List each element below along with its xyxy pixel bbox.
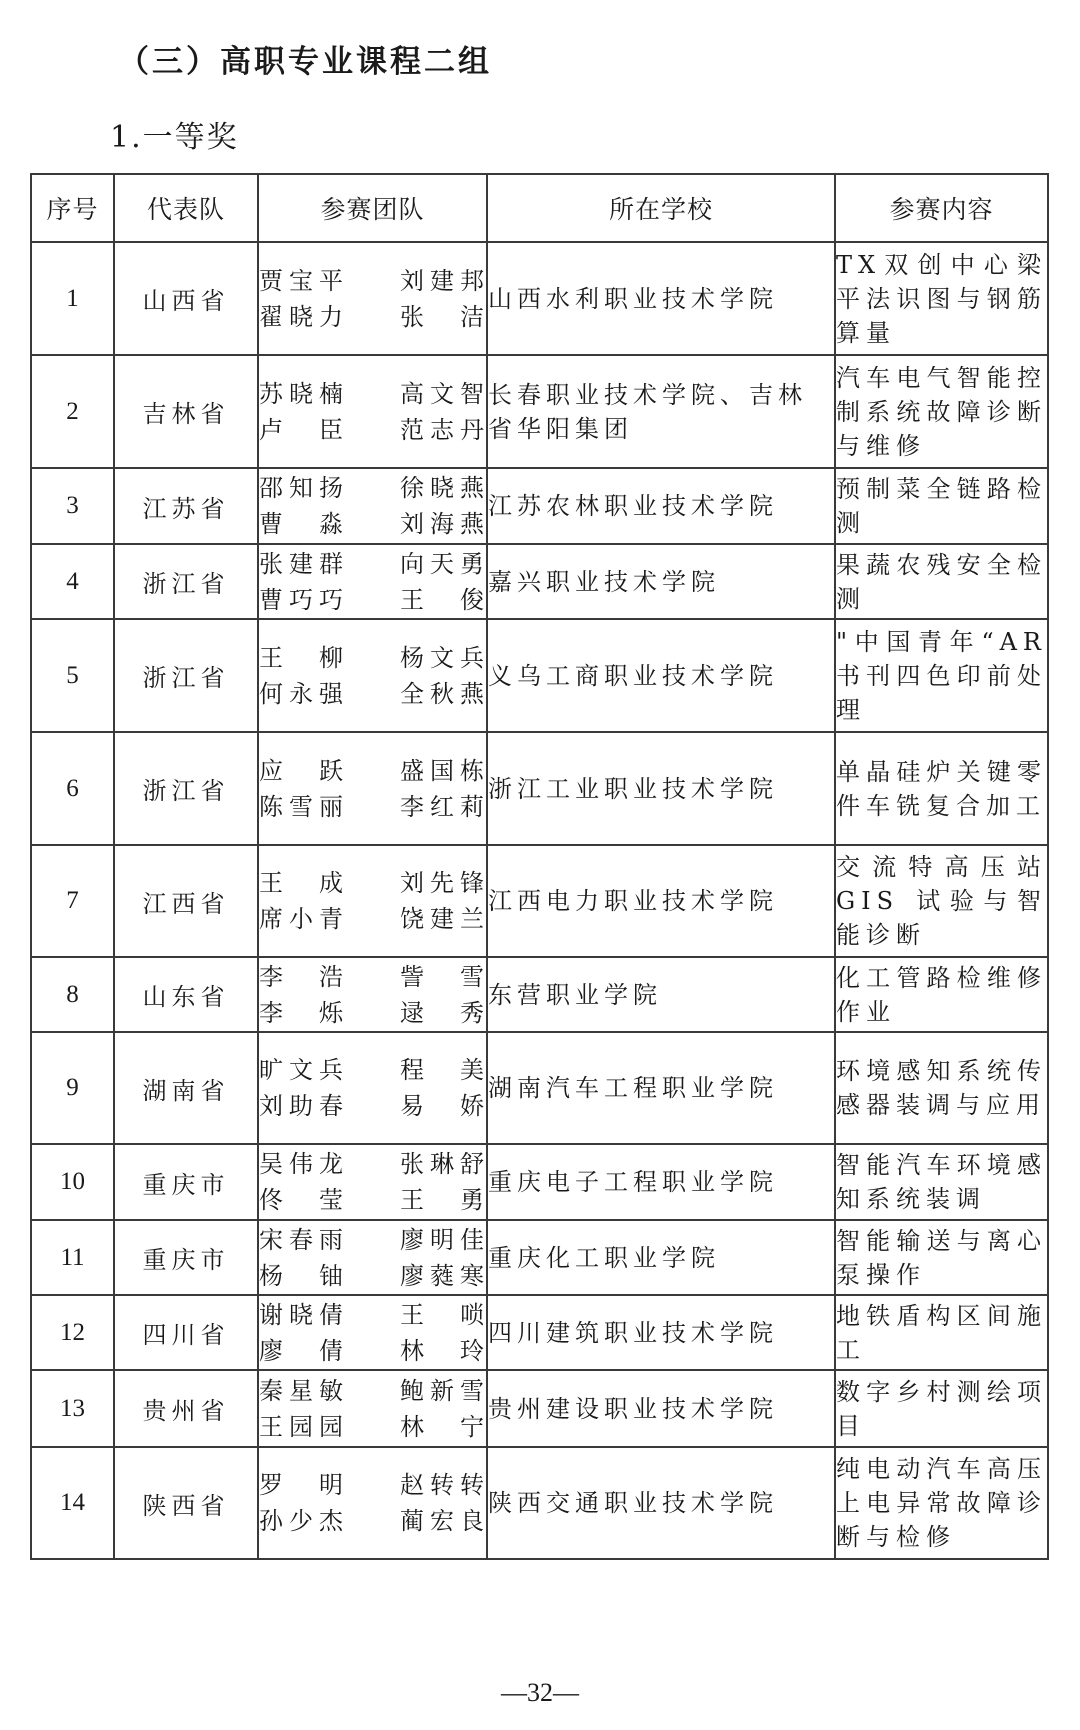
table-row [31,732,1048,845]
serial-number-cell: 9 [31,1032,114,1144]
team-line [259,506,486,542]
team-members-cell [258,1295,487,1370]
header-delegation: 代表队 [114,174,258,242]
delegation-cell: 浙江省 [114,619,258,732]
delegation-cell: 吉林省 [114,355,258,468]
team-line [259,959,486,995]
serial-number-cell: 1 [31,242,114,355]
team-members-cell [258,1144,487,1220]
table-header-row [31,174,1048,242]
team-line [259,1182,486,1218]
team-member-name: 王 成 [259,869,345,897]
team-member-name: 饶建兰 [400,905,486,933]
team-line [259,546,486,582]
team-members-cell [258,544,487,619]
team-member-name: 逯 秀 [400,998,486,1027]
team-member-name: 徐晓燕 [400,474,486,502]
team-members-cell [258,845,487,957]
team-member-name: 杨 铀 [259,1261,345,1290]
team-member-name: 廖蕤寒 [400,1261,486,1290]
serial-number-cell: 12 [31,1295,114,1370]
delegation-cell: 四川省 [114,1295,258,1370]
serial-number-cell: 13 [31,1370,114,1447]
team-members-cell [258,1220,487,1295]
team-member-name: 席小青 [259,905,345,933]
team-member-name: 蔺宏良 [400,1507,486,1535]
team-line [259,1258,486,1294]
serial-number-cell: 4 [31,544,114,619]
delegation-cell: 浙江省 [114,732,258,845]
serial-number-cell: 14 [31,1447,114,1559]
team-member-name: 何永强 [259,679,345,708]
school-cell: 江苏农林职业技术学院 [487,468,835,544]
team-member-name: 刘先锋 [400,869,486,897]
table-row [31,242,1048,355]
delegation-cell: 江苏省 [114,468,258,544]
team-member-name: 鲍新雪 [400,1376,486,1405]
team-member-name: 程 美 [400,1056,486,1084]
team-members-cell [258,242,487,355]
team-member-name: 易 娇 [400,1092,486,1120]
team-line [259,1373,486,1409]
competition-content-cell: 环境感知系统传感器装调与应用 [835,1032,1048,1144]
competition-content-cell: 果蔬农残安全检测 [835,544,1048,619]
table-row [31,845,1048,957]
team-member-name: 张 洁 [400,302,486,331]
team-line [259,1297,486,1333]
team-members-cell [258,619,487,732]
team-members-cell [258,355,487,468]
team-member-name: 吴伟龙 [259,1150,345,1178]
team-member-name: 李红莉 [400,792,486,821]
team-line [259,263,486,299]
team-member-name: 曹巧巧 [259,585,345,614]
serial-number-cell: 7 [31,845,114,957]
competition-content-cell: 智能输送与离心泵操作 [835,1220,1048,1295]
team-line [259,753,486,789]
team-member-name: 向天勇 [400,549,486,578]
team-member-name: 苏晓楠 [259,379,345,408]
team-member-name: 林 宁 [400,1412,486,1441]
team-member-name: 王 柳 [259,643,345,672]
header-content: 参赛内容 [835,174,1048,242]
table-row [31,1295,1048,1370]
team-members-cell [258,468,487,544]
team-members-cell [258,1447,487,1559]
table-row [31,1370,1048,1447]
serial-number-cell: 3 [31,468,114,544]
team-line [259,376,486,412]
delegation-cell: 山东省 [114,957,258,1032]
competition-content-cell: "中国青年“AR书刊四色印前处理 [835,619,1048,732]
team-member-name: 秦星敏 [259,1376,345,1405]
team-member-name: 王 勇 [400,1186,486,1214]
team-line [259,582,486,618]
team-member-name: 贾宝平 [259,266,345,295]
team-member-name: 旷文兵 [259,1056,345,1084]
team-line [259,1503,486,1539]
competition-content-cell: TX双创中心梁平法识图与钢筋算量 [835,242,1048,355]
team-member-name: 佟 莹 [259,1186,345,1214]
team-line [259,995,486,1031]
team-member-name: 訾 雪 [400,962,486,991]
competition-content-cell: 智能汽车环境感知系统装调 [835,1144,1048,1220]
team-members-cell [258,1032,487,1144]
team-member-name: 高文智 [400,379,486,408]
team-member-name: 刘海燕 [400,510,486,538]
competition-content-cell: 化工管路检维修作业 [835,957,1048,1032]
competition-content-cell: 单晶硅炉关键零件车铣复合加工 [835,732,1048,845]
school-cell: 江西电力职业技术学院 [487,845,835,957]
team-line [259,1052,486,1088]
school-cell: 贵州建设职业技术学院 [487,1370,835,1447]
school-cell: 四川建筑职业技术学院 [487,1295,835,1370]
team-member-name: 杨文兵 [400,643,486,672]
team-member-name: 刘建邦 [400,266,486,295]
team-line [259,676,486,712]
table-row [31,1032,1048,1144]
table-row [31,1220,1048,1295]
table-row [31,468,1048,544]
team-member-name: 全秋燕 [400,679,486,708]
delegation-cell: 陕西省 [114,1447,258,1559]
school-cell: 重庆化工职业学院 [487,1220,835,1295]
team-member-name: 张建群 [259,549,345,578]
team-member-name: 应 跃 [259,756,345,785]
team-member-name: 王 俊 [400,585,486,614]
competition-content-cell: 地铁盾构区间施工 [835,1295,1048,1370]
competition-content-cell: 交流特高压站GIS 试验与智能诊断 [835,845,1048,957]
delegation-cell: 湖南省 [114,1032,258,1144]
team-member-name: 宋春雨 [259,1225,345,1254]
team-member-name: 廖明佳 [400,1225,486,1254]
delegation-cell: 山西省 [114,242,258,355]
table-body [31,242,1048,1559]
team-members-cell [258,957,487,1032]
delegation-cell: 江西省 [114,845,258,957]
serial-number-cell: 8 [31,957,114,1032]
team-member-name: 赵转转 [400,1471,486,1499]
delegation-cell: 浙江省 [114,544,258,619]
school-cell: 浙江工业职业技术学院 [487,732,835,845]
table-row [31,544,1048,619]
team-line [259,1222,486,1258]
team-member-name: 林 玲 [400,1336,486,1365]
school-cell: 东营职业学院 [487,957,835,1032]
school-cell: 湖南汽车工程职业学院 [487,1032,835,1144]
team-member-name: 范志丹 [400,415,486,444]
table-row [31,355,1048,468]
team-members-cell [258,732,487,845]
award-level-heading: 1.一等奖 [110,120,239,155]
serial-number-cell: 5 [31,619,114,732]
team-line [259,640,486,676]
team-member-name: 曹 淼 [259,510,345,538]
team-member-name: 邵知扬 [259,474,345,502]
delegation-cell: 重庆市 [114,1220,258,1295]
team-line [259,299,486,335]
header-school: 所在学校 [487,174,835,242]
team-line [259,901,486,937]
team-member-name: 王园园 [259,1412,345,1441]
serial-number-cell: 2 [31,355,114,468]
team-line [259,470,486,506]
team-line [259,1333,486,1369]
competition-content-cell: 纯电动汽车高压上电异常故障诊断与检修 [835,1447,1048,1559]
team-member-name: 孙少杰 [259,1507,345,1535]
competition-content-cell: 预制菜全链路检测 [835,468,1048,544]
team-member-name: 王 唢 [400,1300,486,1329]
school-cell: 义乌工商职业技术学院 [487,619,835,732]
school-cell: 长春职业技术学院、吉林省华阳集团 [487,355,835,468]
team-member-name: 盛国栋 [400,756,486,785]
team-member-name: 廖 倩 [259,1336,345,1365]
team-members-cell [258,1370,487,1447]
school-cell: 陕西交通职业技术学院 [487,1447,835,1559]
team-member-name: 陈雪丽 [259,792,345,821]
delegation-cell: 重庆市 [114,1144,258,1220]
header-team: 参赛团队 [258,174,487,242]
school-cell: 嘉兴职业技术学院 [487,544,835,619]
team-member-name: 谢晓倩 [259,1300,345,1329]
serial-number-cell: 11 [31,1220,114,1295]
serial-number-cell: 6 [31,732,114,845]
team-line [259,412,486,448]
team-member-name: 刘助春 [259,1092,345,1120]
awards-table [30,173,1049,1560]
team-line [259,865,486,901]
page-number: —32— [501,1678,579,1707]
table-row [31,957,1048,1032]
table-row [31,1144,1048,1220]
section-title: （三）高职专业课程二组 [118,44,492,80]
competition-content-cell: 汽车电气智能控制系统故障诊断与维修 [835,355,1048,468]
school-cell: 重庆电子工程职业学院 [487,1144,835,1220]
team-line [259,789,486,825]
team-member-name: 翟晓力 [259,302,345,331]
competition-content-cell: 数字乡村测绘项目 [835,1370,1048,1447]
table-row [31,619,1048,732]
team-line [259,1146,486,1182]
team-member-name: 李 浩 [259,962,345,991]
team-line [259,1088,486,1124]
serial-number-cell: 10 [31,1144,114,1220]
team-line [259,1409,486,1445]
team-member-name: 罗 明 [259,1471,345,1499]
delegation-cell: 贵州省 [114,1370,258,1447]
header-serial-number: 序号 [31,174,114,242]
team-line [259,1467,486,1503]
team-member-name: 张琳舒 [400,1150,486,1178]
table-row [31,1447,1048,1559]
school-cell: 山西水利职业技术学院 [487,242,835,355]
team-member-name: 卢 臣 [259,415,345,444]
team-member-name: 李 烁 [259,998,345,1027]
